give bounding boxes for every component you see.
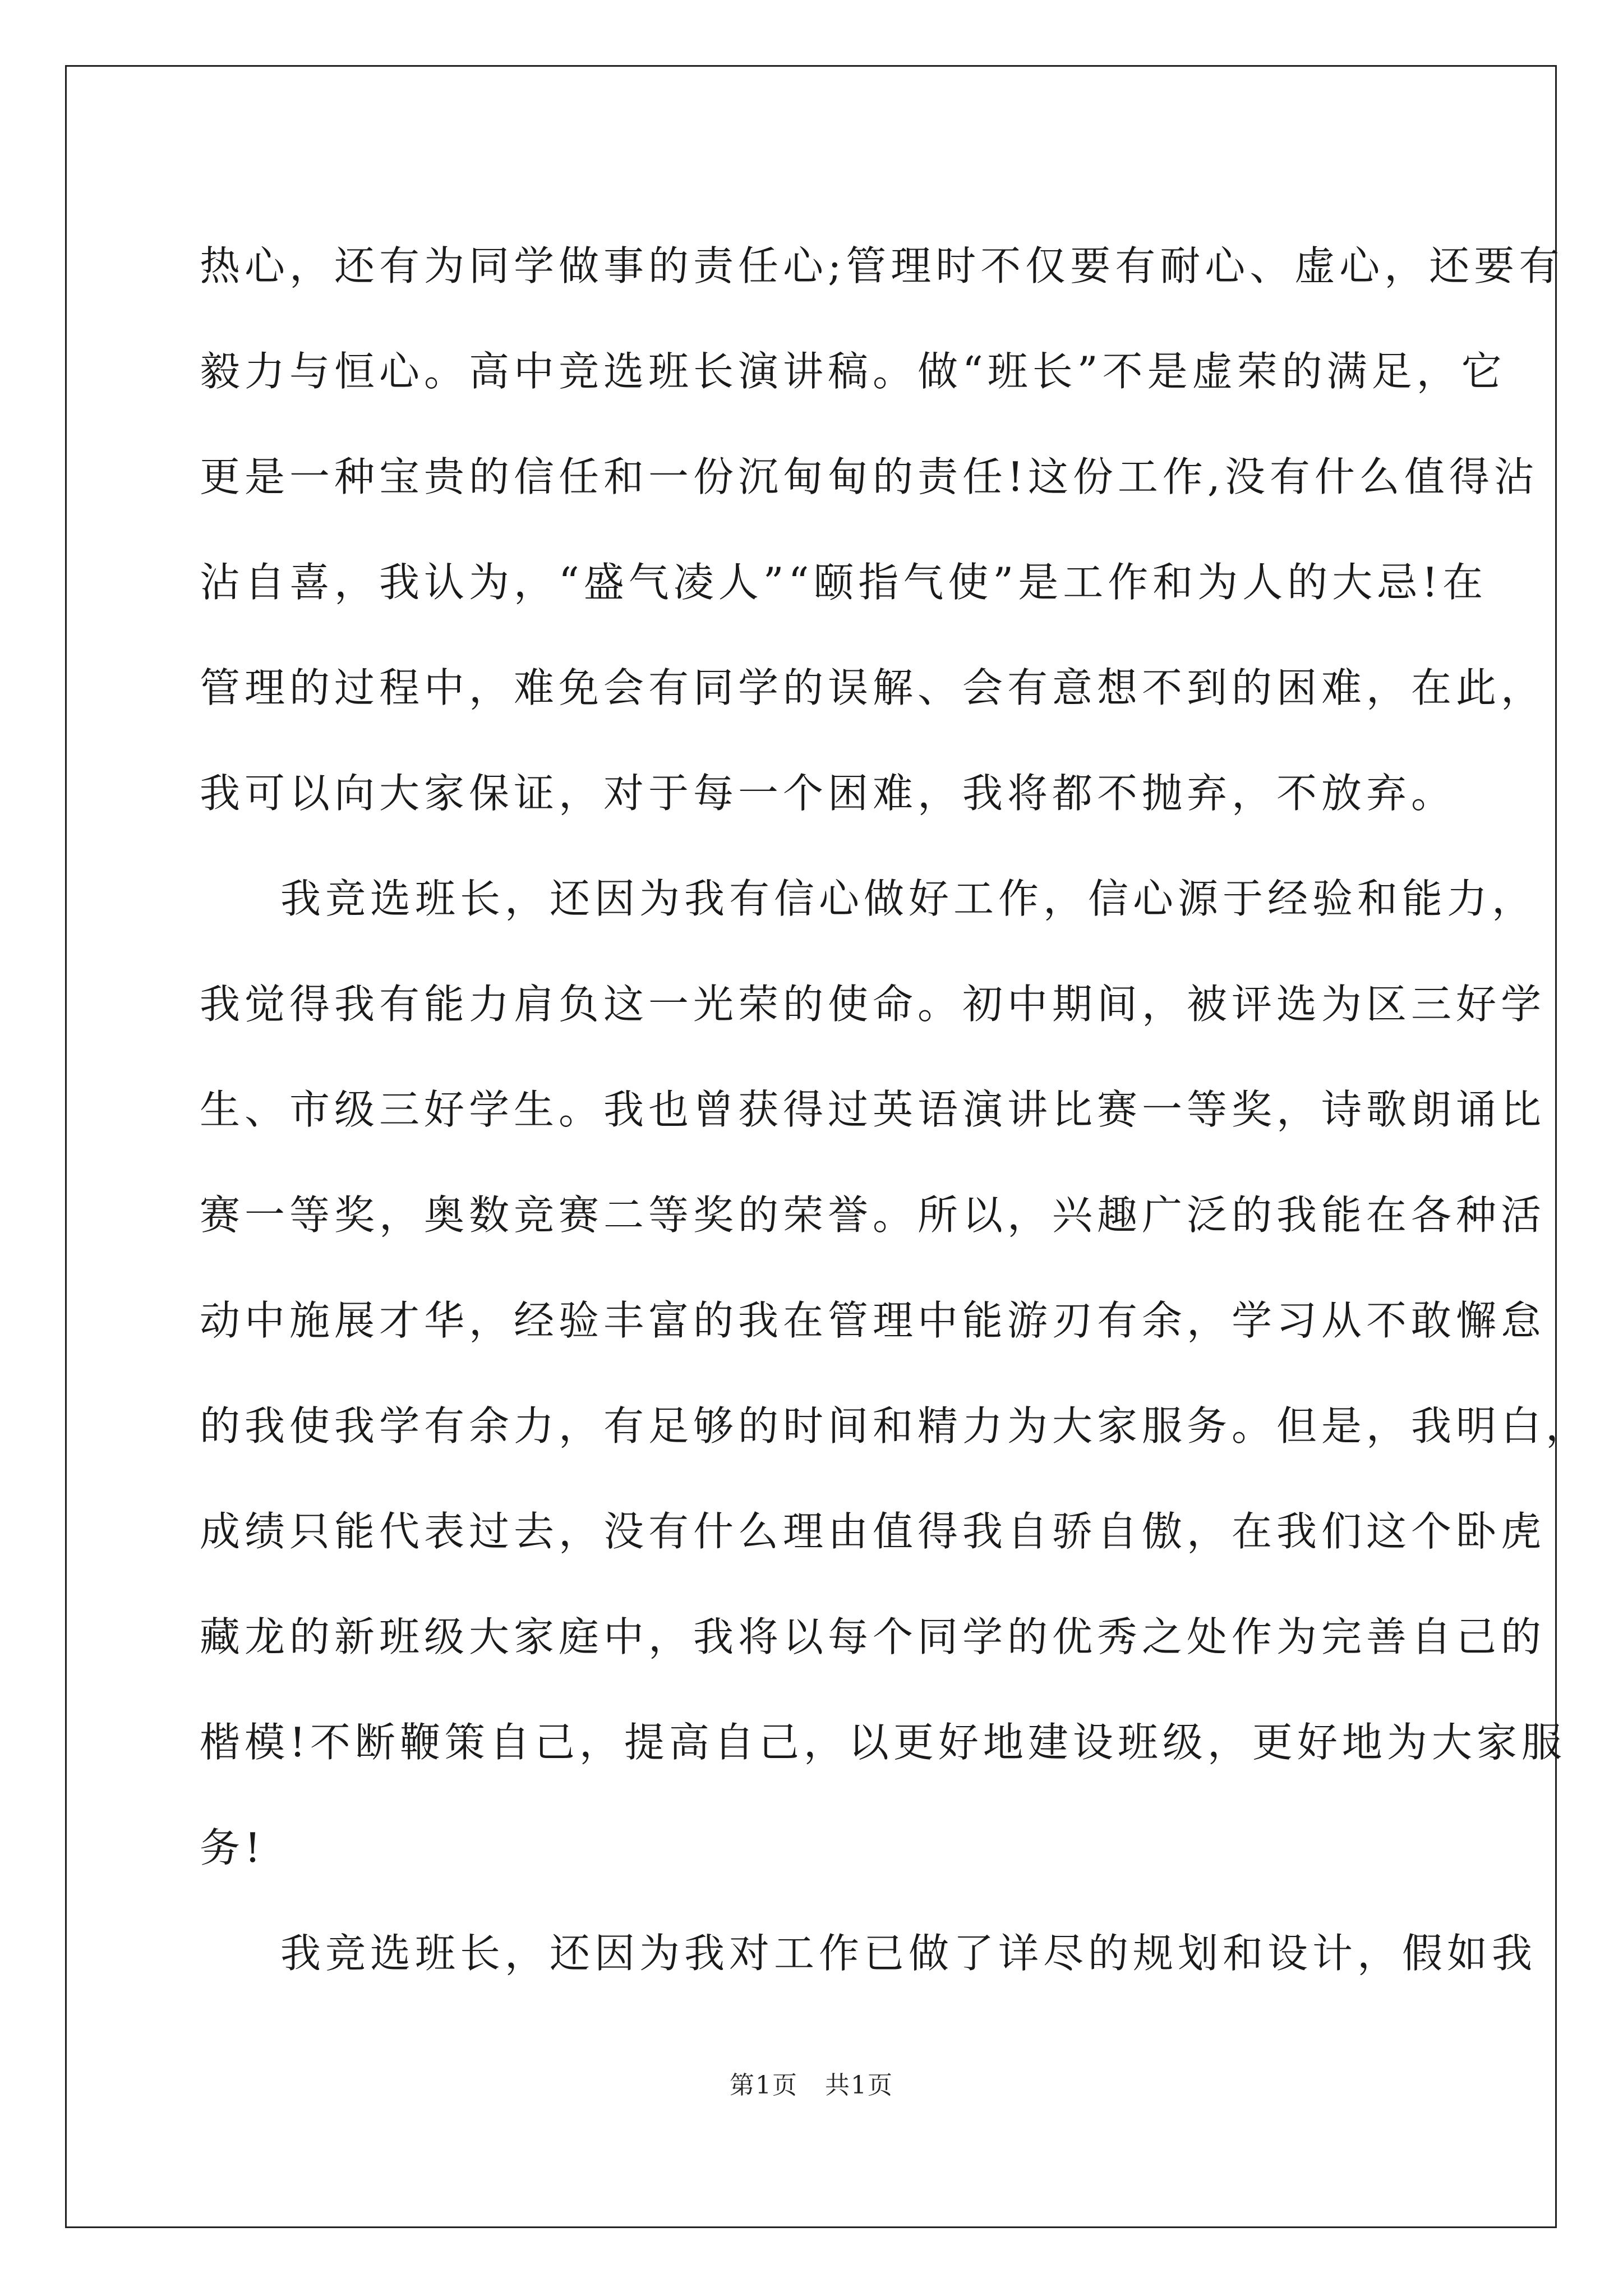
text-line: 管理的过程中，难免会有同学的误解、会有意想不到的困难，在此， [200,664,1546,711]
document-body [200,213,1591,2006]
text-line: 更是一种宝贵的信任和一份沉甸甸的责任!这份工作,没有什么值得沾 [200,453,1539,500]
page-footer [0,2069,1623,2102]
text-line: 的我使我学有余力，有足够的时间和精力为大家服务。但是，我明白， [200,1402,1591,1450]
text-line: 成绩只能代表过去，没有什么理由值得我自骄自傲，在我们这个卧虎 [200,1508,1546,1555]
text-line: 赛一等奖，奥数竞赛二等奖的荣誉。所以，兴趣广泛的我能在各种活 [200,1191,1546,1239]
text-line: 生、市级三好学生。我也曾获得过英语演讲比赛一等奖，诗歌朗诵比 [200,1086,1546,1133]
text-line: 动中施展才华，经验丰富的我在管理中能游刃有余，学习从不敢懈怠 [200,1297,1546,1344]
paragraph-first-line: 我竞选班长，还因为我对工作已做了详尽的规划和设计，假如我 [280,1930,1537,1977]
text-line: 藏龙的新班级大家庭中，我将以每个同学的优秀之处作为完善自己的 [200,1613,1546,1660]
page-number-total: 共1页 [825,2071,893,2100]
text-line: 我可以向大家保证，对于每一个困难，我将都不抛弃，不放弃。 [200,770,1456,817]
paragraph-first-line: 我竞选班长，还因为我有信心做好工作，信心源于经验和能力， [280,875,1537,922]
text-line: 务! [200,1824,265,1871]
text-line: 热心，还有为同学做事的责任心;管理时不仅要有耐心、虚心，还要有 [200,242,1564,289]
text-line: 我觉得我有能力肩负这一光荣的使命。初中期间，被评选为区三好学 [200,981,1546,1028]
page-number-current: 第1页 [730,2071,798,2100]
text-line: 毅力与恒心。高中竞选班长演讲稿。做“班长”不是虚荣的满足，它 [200,348,1506,395]
text-line: 楷模!不断鞭策自己，提高自己，以更好地建设班级，更好地为大家服 [200,1719,1566,1766]
text-line: 沾自喜，我认为，“盛气凌人”“颐指气使”是工作和为人的大忌!在 [200,559,1488,606]
